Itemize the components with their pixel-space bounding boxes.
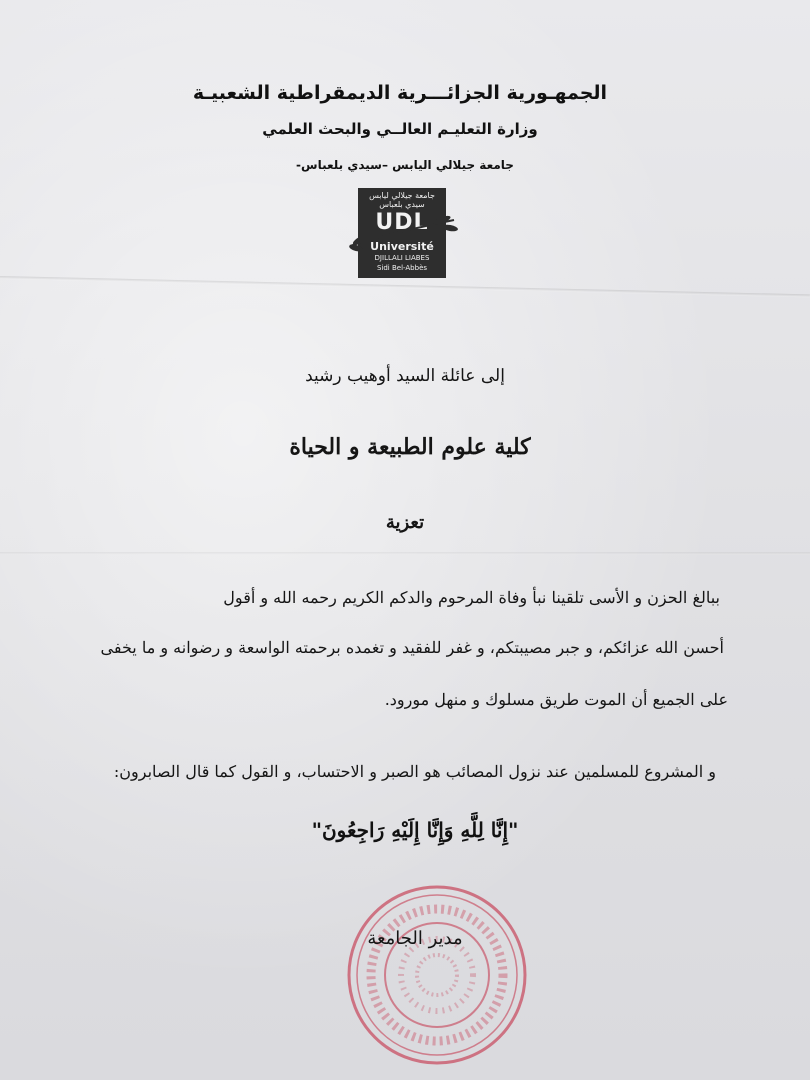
logo-name: Université (370, 240, 434, 253)
recipient-line: إلى عائلة السيد أوهيب رشيد (305, 366, 505, 386)
signatory-title: مدير الجامعة (367, 928, 463, 949)
paragraph-line: على الجميع أن الموت طريق مسلوك و منهل مورود. (384, 690, 728, 709)
paragraph-line: ببالغ الحزن و الأسى تلقينا نبأ وفاة المرحوم والدكم الكريم رحمه الله و أقول (223, 588, 720, 607)
logo-arabic-name: جامعة جيلالي ليابس سيدي بلعباس (369, 191, 435, 209)
paper-fold-line (0, 552, 810, 555)
faculty-title: كلية علوم الطبيعة و الحياة (289, 434, 531, 460)
second-paragraph: و المشروع للمسلمين عند نزول المصائب هو الصبر و الاحتساب، و القول كما قال الصابرون: (113, 762, 716, 781)
header-university: جامعة جيلالي اليابس –سيدي بلعباس- (296, 158, 514, 172)
logo-monogram: UDL (375, 210, 429, 235)
quran-verse: "إِنَّا لِلَّهِ وَإِنَّا إِلَيْهِ رَاجِعُونَ" (311, 818, 519, 842)
olive-branch-icon (346, 212, 458, 252)
logo-city: Sidi Bel-Abbès (376, 264, 428, 272)
header-republic: الجمهـورية الجزائـــرية الديمقراطية الشعبيـة (192, 82, 608, 104)
official-stamp-icon (342, 880, 532, 1070)
logo-subname: DJILLALI LIABES (374, 254, 430, 262)
header-ministry: وزارة التعليـم العالــي والبحث العلمي (262, 120, 538, 138)
paper-fold-line (0, 276, 810, 297)
paragraph-line: أحسن الله عزائكم، و جبر مصيبتكم، و غفر للفقيد و تغمده برحمته الواسعة و رضوانه و ما يخفى (100, 638, 724, 657)
subject-title: تعزية (385, 512, 425, 533)
